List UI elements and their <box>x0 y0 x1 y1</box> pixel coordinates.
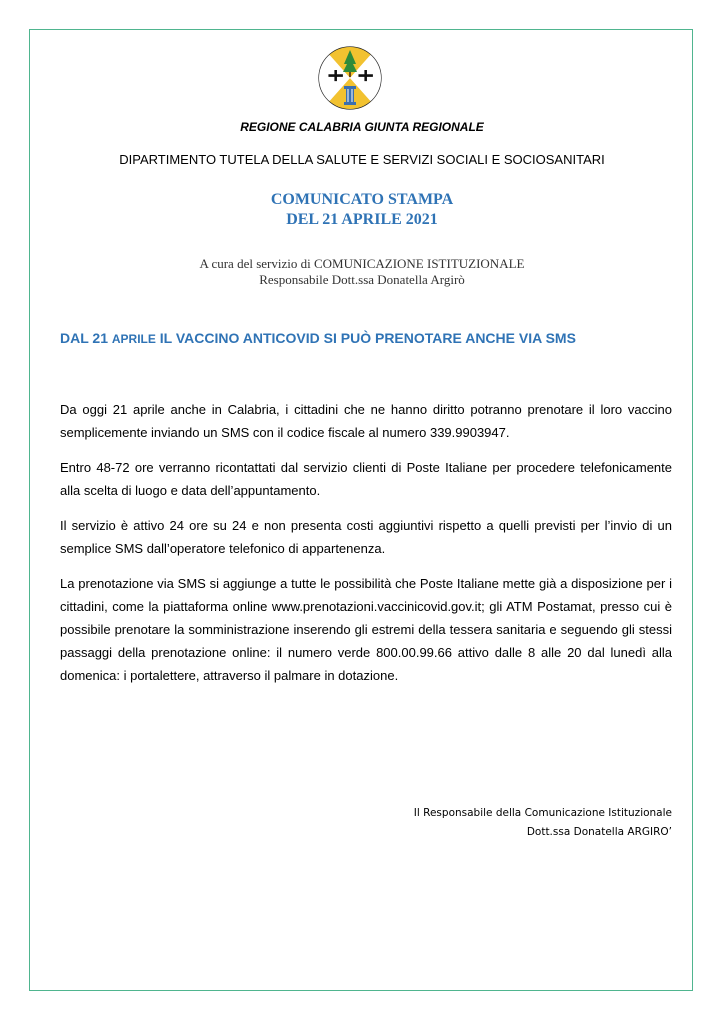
editorial-responsible: Responsabile Dott.ssa Donatella Argirò <box>259 272 465 287</box>
headline-part-2: APRILE <box>111 332 156 346</box>
paragraph-3: Il servizio è attivo 24 ore su 24 e non presenta costi aggiuntivi rispetto a quelli previsti per l’invio di un semplice SMS dall’operatore telefonico di appartenenza. <box>60 518 672 556</box>
editorial-service: A cura del servizio di COMUNICAZIONE ISTITUZIONALE <box>199 256 525 271</box>
press-release-heading <box>0 190 724 230</box>
press-release-date: DEL 21 APRILE 2021 <box>286 211 438 228</box>
regione-calabria-logo <box>318 42 382 114</box>
article-body <box>60 398 672 699</box>
signature-block <box>414 804 672 842</box>
headline <box>60 330 680 346</box>
department-title: DIPARTIMENTO TUTELA DELLA SALUTE E SERVIZI SOCIALI E SOCIOSANITARI <box>119 152 605 167</box>
press-release-title: COMUNICATO STAMPA <box>270 191 454 208</box>
paragraph-1: Da oggi 21 aprile anche in Calabria, i cittadini che ne hanno diritto potranno prenotare il loro vaccino semplicemente inviando un SMS con il codice fiscale al numero 339.9903947. <box>60 402 672 440</box>
paragraph-2: Entro 48-72 ore verranno ricontattati dal servizio clienti di Poste Italiane per procedere telefonicamente alla scelta di luogo e data dell’appuntamento. <box>60 460 672 498</box>
region-title: REGIONE CALABRIA GIUNTA REGIONALE <box>240 120 484 134</box>
signature-name: Dott.ssa Donatella ARGIRO’ <box>526 826 672 838</box>
headline-part-3: IL VACCINO ANTICOVID SI PUÒ PRENOTARE ANCHE VIA SMS <box>155 330 576 346</box>
headline-part-1: DAL 21 <box>60 330 112 346</box>
signature-role: Il Responsabile della Comunicazione Istituzionale <box>413 807 672 819</box>
paragraph-4: La prenotazione via SMS si aggiunge a tutte le possibilità che Poste Italiane mette già a disposizione per i cittadini, come la piattaforma online www.prenotazioni.vaccinicovid.gov.it; gli ATM Postamat, presso cui è possibile prenotare la somministrazione inserendo gli estremi della tessera sanitaria e seguendo gli stessi passaggi della prenotazione online: il numero verde 800.00.99.66 attivo dalle 8 alle 20 dal lunedì alla domenica: i portalettere, attraverso il palmare in dotazione. <box>60 576 672 683</box>
editorial-credit <box>0 256 724 288</box>
